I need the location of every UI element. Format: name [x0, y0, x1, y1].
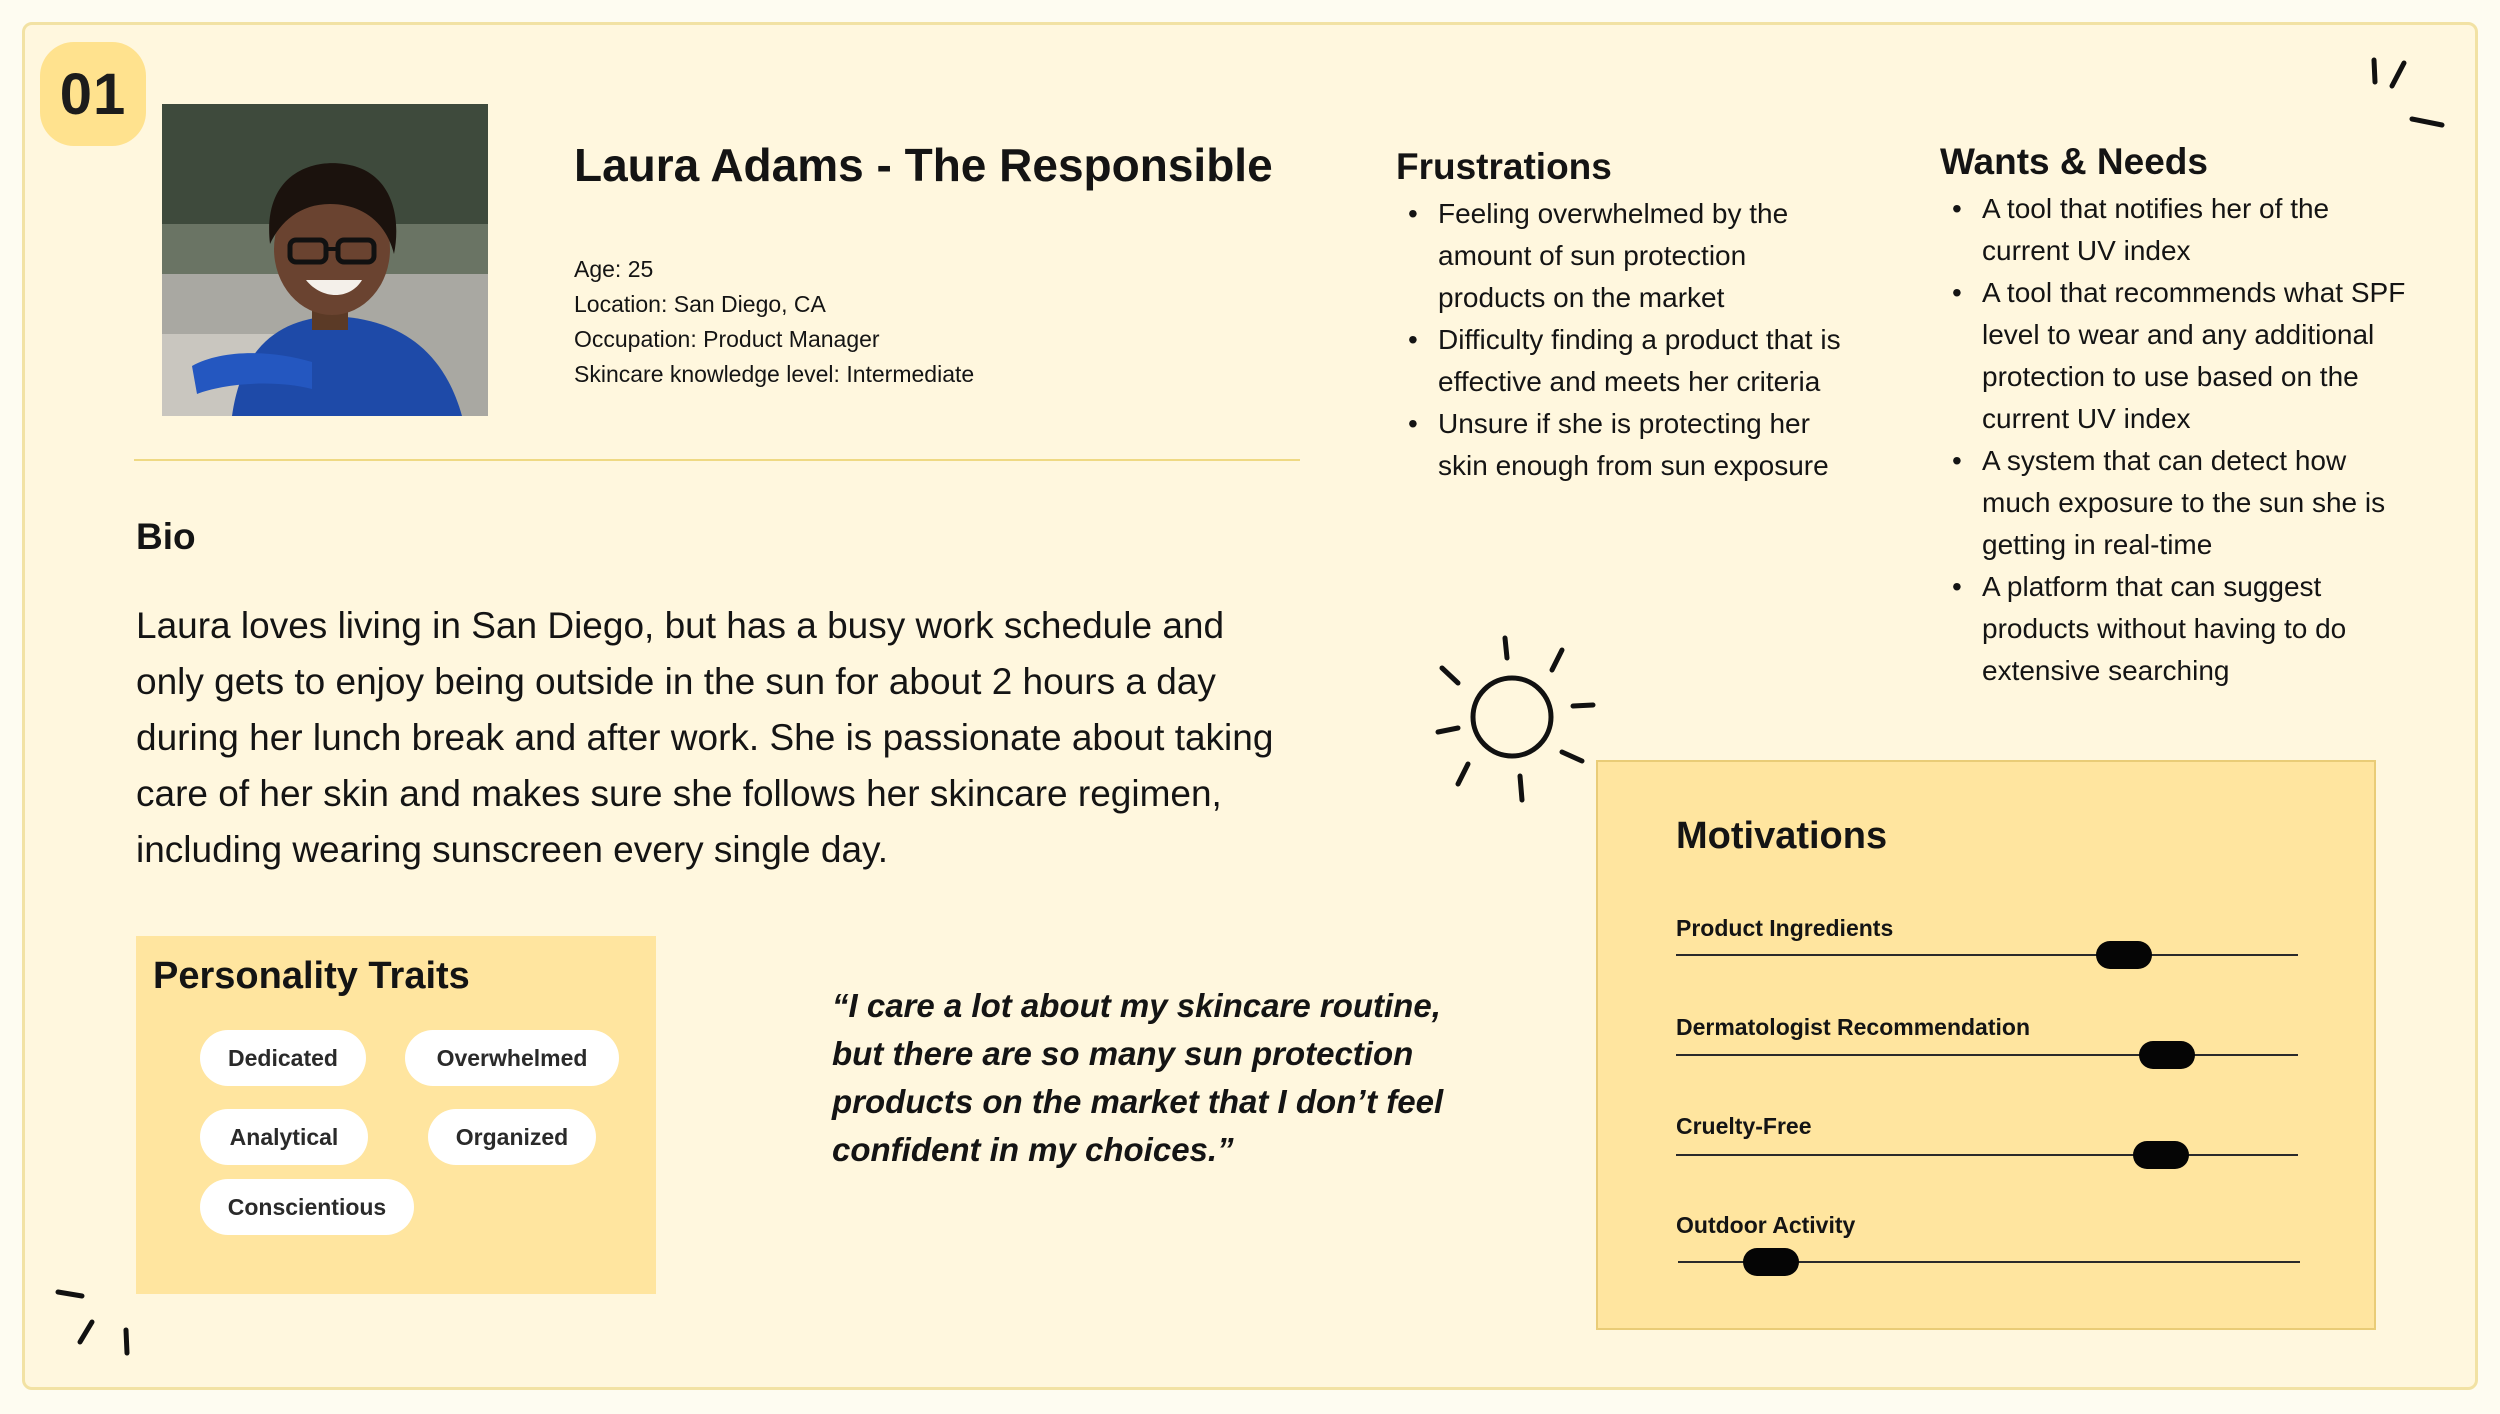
persona-name: Laura Adams - The Responsible [574, 139, 1273, 191]
persona-number-badge [40, 42, 146, 146]
frustrations-title: Frustrations [1396, 146, 1612, 187]
persona-quote: “I care a lot about my skincare routine, but there are so many sun protection products on the market that I don’t feel confident in my choices.” [832, 987, 1444, 1168]
trait-chip: Dedicated [200, 1030, 366, 1086]
motivation-label: Cruelty-Free [1676, 1113, 1812, 1139]
list-item: • Difficulty finding a product that is effective and meets her criteria [1396, 319, 1846, 403]
bio-title: Bio [136, 516, 196, 557]
persona-facts [574, 252, 974, 392]
bio-text: Laura loves living in San Diego, but has a busy work schedule and only gets to enjoy being outside in the sun for about 2 hours a day during her lunch break and after work. She is passionate about taking care of her skin and makes sure she follows her skincare regimen, including wearing sunscreen every single day. [136, 605, 1274, 870]
slider-knob [2096, 941, 2152, 969]
list-item: • A tool that notifies her of the current UV index [1940, 188, 2420, 272]
persona-occupation: Occupation: Product Manager [574, 326, 880, 352]
motivation-slider [1676, 1154, 2298, 1156]
slider-knob [2133, 1141, 2189, 1169]
sun-icon [1428, 628, 1608, 818]
trait-chip: Overwhelmed [405, 1030, 619, 1086]
motivation-slider [1678, 1261, 2300, 1263]
wants-needs-title: Wants & Needs [1940, 141, 2208, 182]
motivation-label: Dermatologist Recommendation [1676, 1014, 2030, 1040]
trait-chip: Analytical [200, 1109, 368, 1165]
motivations-title: Motivations [1676, 815, 1888, 857]
wants-needs-list [1940, 188, 2420, 692]
persona-knowledge: Skincare knowledge level: Intermediate [574, 361, 975, 387]
motivation-slider [1676, 954, 2298, 956]
persona-photo [162, 104, 488, 416]
sparkle-icon [2356, 52, 2456, 142]
motivation-label: Product Ingredients [1676, 915, 1894, 941]
persona-location: Location: San Diego, CA [574, 291, 826, 317]
list-item: • A tool that recommends what SPF level to wear and any additional protection to use based on the current UV index [1940, 272, 2420, 440]
persona-number: 01 [59, 61, 127, 127]
persona-age: Age: 25 [574, 256, 654, 282]
motivation-slider [1676, 1054, 2298, 1056]
sparkle-icon [50, 1280, 140, 1370]
frustrations-list [1396, 193, 1846, 487]
section-divider [134, 459, 1300, 461]
slider-knob [1743, 1248, 1799, 1276]
trait-chip: Conscientious [200, 1179, 414, 1235]
list-item: • A platform that can suggest products without having to do extensive searching [1940, 566, 2420, 692]
trait-chip: Organized [428, 1109, 596, 1165]
list-item: • A system that can detect how much exposure to the sun she is getting in real-time [1940, 440, 2420, 566]
list-item: • Feeling overwhelmed by the amount of sun protection products on the market [1396, 193, 1846, 319]
motivation-label: Outdoor Activity [1676, 1212, 1856, 1238]
list-item: • Unsure if she is protecting her skin enough from sun exposure [1396, 403, 1846, 487]
slider-knob [2139, 1041, 2195, 1069]
personality-traits-title: Personality Traits [153, 955, 470, 997]
